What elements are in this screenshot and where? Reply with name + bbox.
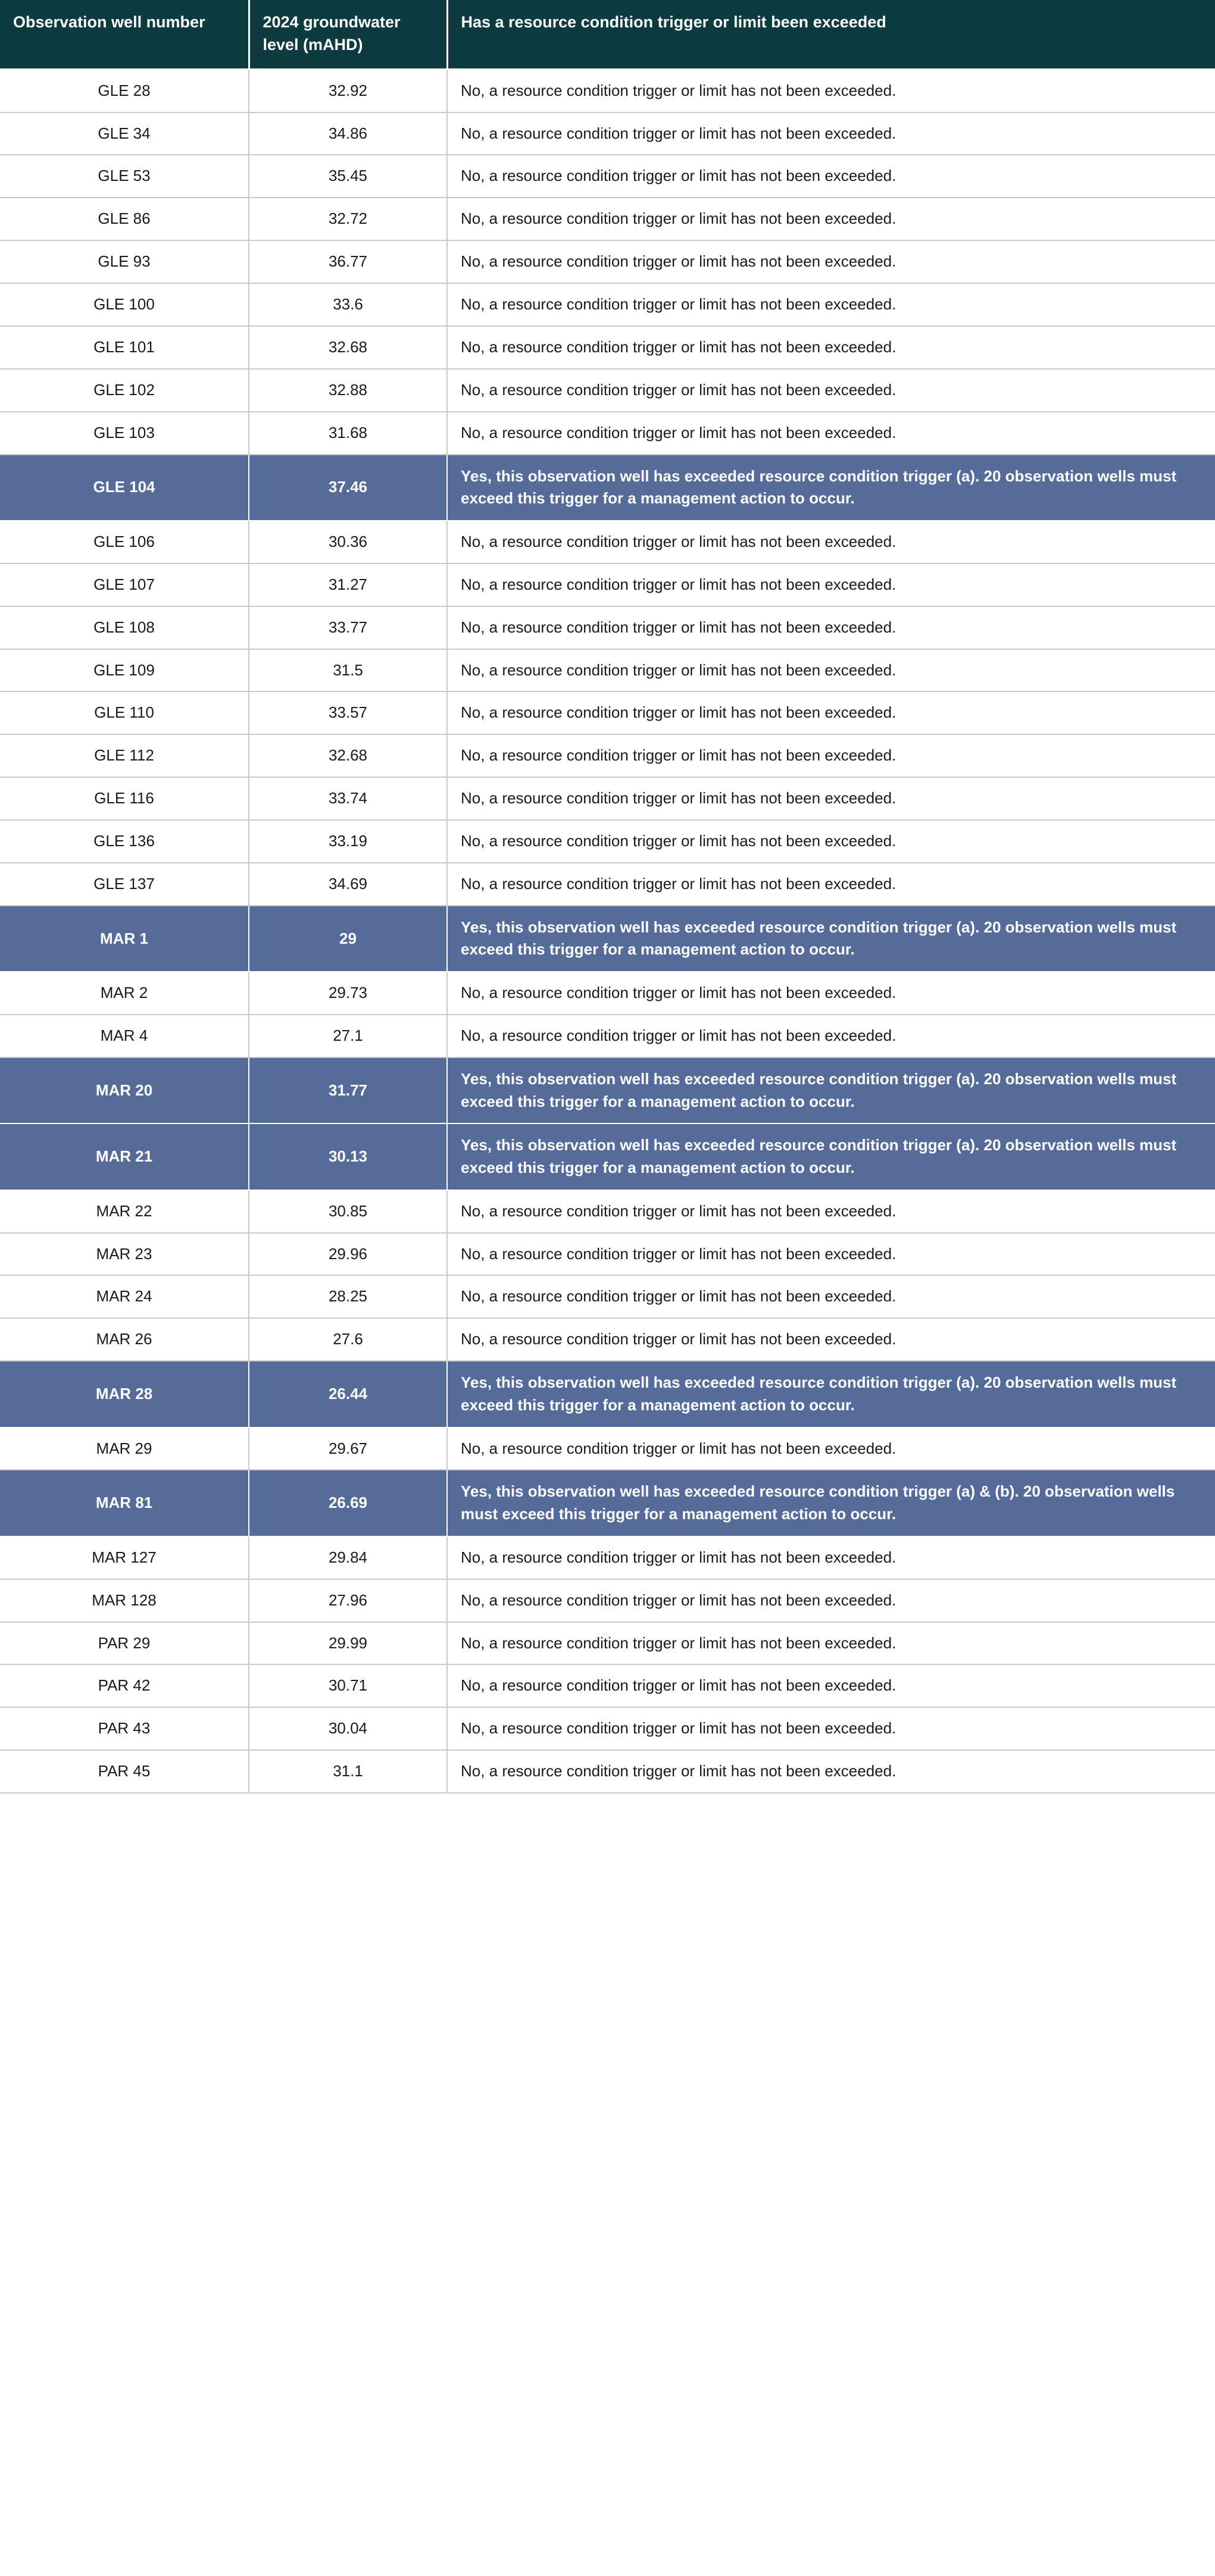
cell-groundwater-level: 29.84 [249, 1536, 447, 1579]
cell-trigger-status: No, a resource condition trigger or limit has not been exceeded. [447, 521, 1215, 564]
table-row [0, 1428, 1215, 1470]
cell-trigger-status: No, a resource condition trigger or limit has not been exceeded. [447, 1318, 1215, 1361]
cell-well-number: GLE 102 [0, 369, 249, 412]
cell-trigger-status: No, a resource condition trigger or limit has not been exceeded. [447, 1664, 1215, 1707]
cell-well-number: MAR 4 [0, 1015, 249, 1057]
cell-well-number: GLE 103 [0, 412, 249, 455]
cell-well-number: PAR 45 [0, 1750, 249, 1793]
cell-well-number: GLE 34 [0, 112, 249, 155]
cell-well-number: GLE 28 [0, 69, 249, 112]
cell-groundwater-level: 27.96 [249, 1579, 447, 1622]
cell-groundwater-level: 28.25 [249, 1275, 447, 1318]
table-row [0, 1233, 1215, 1276]
cell-groundwater-level: 29 [249, 906, 447, 972]
cell-groundwater-level: 33.74 [249, 777, 447, 820]
table-row [0, 777, 1215, 820]
column-header-well-number: Observation well number [0, 0, 249, 69]
cell-well-number: GLE 86 [0, 198, 249, 240]
table-row [0, 112, 1215, 155]
cell-groundwater-level: 27.1 [249, 1015, 447, 1057]
cell-groundwater-level: 31.27 [249, 564, 447, 606]
cell-trigger-status: No, a resource condition trigger or limit has not been exceeded. [447, 863, 1215, 906]
table-row [0, 412, 1215, 455]
cell-trigger-status: No, a resource condition trigger or limit has not been exceeded. [447, 326, 1215, 369]
cell-well-number: MAR 23 [0, 1233, 249, 1276]
cell-trigger-status: No, a resource condition trigger or limit has not been exceeded. [447, 1536, 1215, 1579]
table-row [0, 1057, 1215, 1123]
cell-trigger-status: No, a resource condition trigger or limit has not been exceeded. [447, 1707, 1215, 1750]
cell-groundwater-level: 31.5 [249, 649, 447, 692]
cell-groundwater-level: 32.88 [249, 369, 447, 412]
cell-well-number: GLE 106 [0, 521, 249, 564]
cell-trigger-status: Yes, this observation well has exceeded resource condition trigger (a). 20 observation wells must exceed this trigger for a management action to occur. [447, 1361, 1215, 1427]
table-row [0, 1707, 1215, 1750]
cell-groundwater-level: 36.77 [249, 240, 447, 283]
cell-trigger-status: No, a resource condition trigger or limit has not been exceeded. [447, 198, 1215, 240]
table-row [0, 1015, 1215, 1057]
cell-groundwater-level: 30.71 [249, 1664, 447, 1707]
cell-trigger-status: Yes, this observation well has exceeded resource condition trigger (a). 20 observation wells must exceed this trigger for a management action to occur. [447, 906, 1215, 972]
cell-trigger-status: No, a resource condition trigger or limit has not been exceeded. [447, 1750, 1215, 1793]
table-row [0, 69, 1215, 112]
cell-groundwater-level: 30.13 [249, 1123, 447, 1190]
cell-trigger-status: No, a resource condition trigger or limit has not been exceeded. [447, 649, 1215, 692]
table-row [0, 1318, 1215, 1361]
table-row [0, 734, 1215, 777]
cell-groundwater-level: 33.6 [249, 283, 447, 326]
table-row [0, 649, 1215, 692]
cell-well-number: GLE 53 [0, 155, 249, 198]
cell-trigger-status: No, a resource condition trigger or limit has not been exceeded. [447, 1579, 1215, 1622]
cell-trigger-status: No, a resource condition trigger or limit has not been exceeded. [447, 972, 1215, 1015]
table-row [0, 1275, 1215, 1318]
cell-well-number: GLE 112 [0, 734, 249, 777]
table-header-row [0, 0, 1215, 69]
cell-groundwater-level: 34.69 [249, 863, 447, 906]
cell-groundwater-level: 32.72 [249, 198, 447, 240]
cell-trigger-status: Yes, this observation well has exceeded resource condition trigger (a). 20 observation wells must exceed this trigger for a management action to occur. [447, 1123, 1215, 1190]
table-row [0, 1750, 1215, 1793]
cell-well-number: GLE 104 [0, 455, 249, 521]
table-row [0, 564, 1215, 606]
cell-trigger-status: No, a resource condition trigger or limit has not been exceeded. [447, 283, 1215, 326]
cell-groundwater-level: 29.96 [249, 1233, 447, 1276]
table-row [0, 198, 1215, 240]
table-row [0, 240, 1215, 283]
cell-well-number: MAR 26 [0, 1318, 249, 1361]
cell-groundwater-level: 33.77 [249, 606, 447, 649]
cell-trigger-status: No, a resource condition trigger or limit has not been exceeded. [447, 1233, 1215, 1276]
cell-well-number: GLE 101 [0, 326, 249, 369]
cell-well-number: MAR 24 [0, 1275, 249, 1318]
table-row [0, 1622, 1215, 1665]
cell-groundwater-level: 33.19 [249, 820, 447, 863]
cell-well-number: PAR 42 [0, 1664, 249, 1707]
cell-well-number: MAR 81 [0, 1470, 249, 1536]
cell-trigger-status: No, a resource condition trigger or limit has not been exceeded. [447, 412, 1215, 455]
column-header-trigger-status: Has a resource condition trigger or limit been exceeded [447, 0, 1215, 69]
cell-well-number: MAR 20 [0, 1057, 249, 1123]
cell-well-number: MAR 22 [0, 1190, 249, 1233]
cell-groundwater-level: 26.69 [249, 1470, 447, 1536]
cell-groundwater-level: 30.85 [249, 1190, 447, 1233]
cell-trigger-status: No, a resource condition trigger or limit has not been exceeded. [447, 691, 1215, 734]
cell-well-number: GLE 93 [0, 240, 249, 283]
cell-groundwater-level: 26.44 [249, 1361, 447, 1427]
cell-well-number: MAR 2 [0, 972, 249, 1015]
table-row [0, 820, 1215, 863]
table-row [0, 521, 1215, 564]
cell-groundwater-level: 35.45 [249, 155, 447, 198]
cell-groundwater-level: 33.57 [249, 691, 447, 734]
table-row [0, 863, 1215, 906]
cell-well-number: MAR 1 [0, 906, 249, 972]
table-row [0, 1190, 1215, 1233]
table-row [0, 369, 1215, 412]
cell-well-number: GLE 107 [0, 564, 249, 606]
cell-groundwater-level: 29.67 [249, 1428, 447, 1470]
column-header-groundwater-level: 2024 groundwater level (mAHD) [249, 0, 447, 69]
cell-groundwater-level: 34.86 [249, 112, 447, 155]
cell-groundwater-level: 31.68 [249, 412, 447, 455]
cell-well-number: GLE 100 [0, 283, 249, 326]
cell-trigger-status: No, a resource condition trigger or limit has not been exceeded. [447, 1015, 1215, 1057]
cell-trigger-status: No, a resource condition trigger or limit has not been exceeded. [447, 69, 1215, 112]
table-row [0, 972, 1215, 1015]
cell-trigger-status: Yes, this observation well has exceeded resource condition trigger (a) & (b). 20 observation wells must exceed this trigger for a management action to occur. [447, 1470, 1215, 1536]
cell-well-number: PAR 29 [0, 1622, 249, 1665]
cell-trigger-status: No, a resource condition trigger or limit has not been exceeded. [447, 369, 1215, 412]
cell-well-number: MAR 29 [0, 1428, 249, 1470]
table-row [0, 326, 1215, 369]
cell-trigger-status: No, a resource condition trigger or limit has not been exceeded. [447, 734, 1215, 777]
cell-groundwater-level: 27.6 [249, 1318, 447, 1361]
cell-trigger-status: No, a resource condition trigger or limit has not been exceeded. [447, 1190, 1215, 1233]
cell-well-number: MAR 21 [0, 1123, 249, 1190]
table-row [0, 455, 1215, 521]
cell-well-number: GLE 137 [0, 863, 249, 906]
cell-groundwater-level: 30.36 [249, 521, 447, 564]
cell-groundwater-level: 37.46 [249, 455, 447, 521]
cell-trigger-status: No, a resource condition trigger or limit has not been exceeded. [447, 1428, 1215, 1470]
cell-well-number: GLE 108 [0, 606, 249, 649]
table-row [0, 155, 1215, 198]
cell-trigger-status: No, a resource condition trigger or limit has not been exceeded. [447, 240, 1215, 283]
cell-trigger-status: No, a resource condition trigger or limit has not been exceeded. [447, 155, 1215, 198]
cell-well-number: GLE 109 [0, 649, 249, 692]
cell-trigger-status: Yes, this observation well has exceeded resource condition trigger (a). 20 observation wells must exceed this trigger for a management action to occur. [447, 1057, 1215, 1123]
table-row [0, 1664, 1215, 1707]
cell-well-number: PAR 43 [0, 1707, 249, 1750]
table-row [0, 691, 1215, 734]
table-row [0, 1579, 1215, 1622]
cell-well-number: MAR 28 [0, 1361, 249, 1427]
cell-well-number: MAR 128 [0, 1579, 249, 1622]
cell-trigger-status: No, a resource condition trigger or limit has not been exceeded. [447, 564, 1215, 606]
table-row [0, 906, 1215, 972]
table-row [0, 283, 1215, 326]
cell-groundwater-level: 31.1 [249, 1750, 447, 1793]
cell-trigger-status: No, a resource condition trigger or limit has not been exceeded. [447, 1622, 1215, 1665]
cell-well-number: GLE 116 [0, 777, 249, 820]
cell-well-number: MAR 127 [0, 1536, 249, 1579]
cell-trigger-status: No, a resource condition trigger or limit has not been exceeded. [447, 777, 1215, 820]
table-row [0, 1361, 1215, 1427]
table-header [0, 0, 1215, 69]
table-row [0, 1123, 1215, 1190]
cell-trigger-status: No, a resource condition trigger or limit has not been exceeded. [447, 606, 1215, 649]
cell-well-number: GLE 136 [0, 820, 249, 863]
cell-groundwater-level: 31.77 [249, 1057, 447, 1123]
cell-trigger-status: No, a resource condition trigger or limit has not been exceeded. [447, 112, 1215, 155]
cell-groundwater-level: 29.99 [249, 1622, 447, 1665]
cell-trigger-status: No, a resource condition trigger or limit has not been exceeded. [447, 1275, 1215, 1318]
table-row [0, 606, 1215, 649]
cell-groundwater-level: 32.68 [249, 734, 447, 777]
cell-well-number: GLE 110 [0, 691, 249, 734]
cell-groundwater-level: 29.73 [249, 972, 447, 1015]
table-row [0, 1536, 1215, 1579]
cell-groundwater-level: 32.68 [249, 326, 447, 369]
cell-groundwater-level: 32.92 [249, 69, 447, 112]
cell-groundwater-level: 30.04 [249, 1707, 447, 1750]
cell-trigger-status: No, a resource condition trigger or limit has not been exceeded. [447, 820, 1215, 863]
table-row [0, 1470, 1215, 1536]
table-body [0, 69, 1215, 1793]
cell-trigger-status: Yes, this observation well has exceeded resource condition trigger (a). 20 observation wells must exceed this trigger for a management action to occur. [447, 455, 1215, 521]
